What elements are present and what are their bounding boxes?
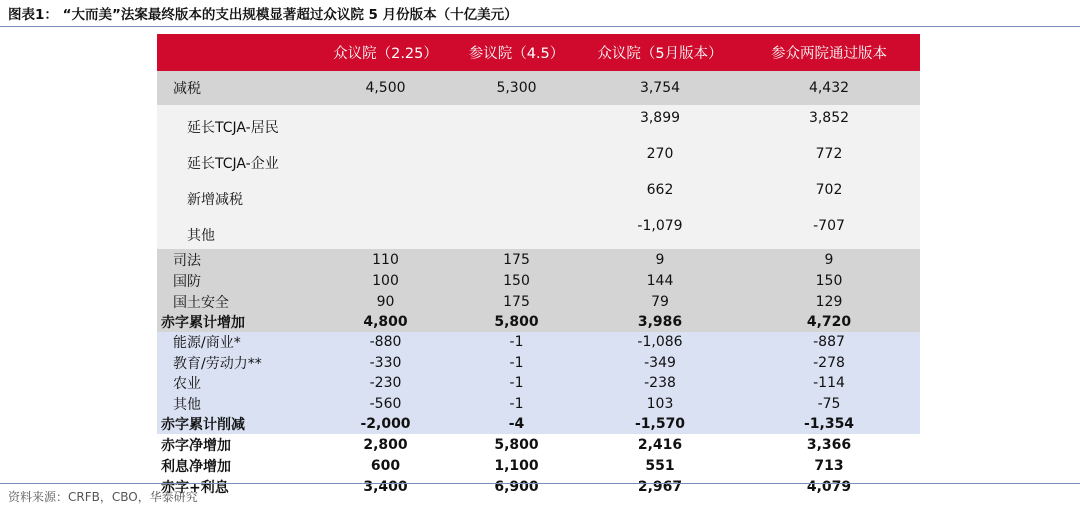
cell-value: 6,900 xyxy=(451,476,582,497)
cell-value: 2,416 xyxy=(582,434,738,455)
cell-value: 1,100 xyxy=(451,455,582,476)
table-row xyxy=(157,71,920,105)
cell-value: 772 xyxy=(738,141,920,177)
row-label: 其他 xyxy=(157,213,320,249)
cell-value: -330 xyxy=(320,353,451,374)
figure-title: 图表1： “大而美”法案最终版本的支出规模显著超过众议院 5 月份版本（十亿美元） xyxy=(8,7,518,23)
cell-value xyxy=(320,141,451,177)
table-row-total xyxy=(157,455,920,476)
cell-value: 2,967 xyxy=(582,476,738,497)
row-label: 教育/劳动力** xyxy=(157,353,320,374)
cell-value: 129 xyxy=(738,291,920,312)
cell-value: 90 xyxy=(320,291,451,312)
cell-value xyxy=(320,105,451,141)
cell-value: 551 xyxy=(582,455,738,476)
cell-value: -4 xyxy=(451,414,582,434)
cell-value: 175 xyxy=(451,291,582,312)
cell-value: 9 xyxy=(582,249,738,270)
row-label: 赤字净增加 xyxy=(157,434,320,455)
cell-value: 270 xyxy=(582,141,738,177)
cell-value: 4,800 xyxy=(320,312,451,332)
cell-value: -230 xyxy=(320,373,451,394)
cell-value: 5,300 xyxy=(451,71,582,105)
header-house-may: 众议院（5月版本） xyxy=(582,34,738,71)
row-label: 延长TCJA-居民 xyxy=(157,105,320,141)
header-house-feb: 众议院（2.25） xyxy=(320,34,451,71)
table-row xyxy=(157,270,920,291)
cell-value: 4,432 xyxy=(738,71,920,105)
cell-value: 3,400 xyxy=(320,476,451,497)
cell-value: 4,720 xyxy=(738,312,920,332)
header-cell-blank xyxy=(157,34,320,71)
row-label: 赤字累计增加 xyxy=(157,312,320,332)
cell-value: -560 xyxy=(320,394,451,415)
table-row xyxy=(157,141,920,177)
table-row xyxy=(157,249,920,270)
cell-value: 662 xyxy=(582,177,738,213)
table-row-total xyxy=(157,476,920,497)
cell-value: 4,500 xyxy=(320,71,451,105)
table-row xyxy=(157,291,920,312)
table-row xyxy=(157,373,920,394)
cell-value: -1 xyxy=(451,373,582,394)
row-label: 延长TCJA-企业 xyxy=(157,141,320,177)
header-final-passed: 参众两院通过版本 xyxy=(738,34,920,71)
cell-value: 600 xyxy=(320,455,451,476)
row-label: 新增减税 xyxy=(157,177,320,213)
cell-value: 150 xyxy=(738,270,920,291)
cell-value: -1 xyxy=(451,353,582,374)
top-divider xyxy=(0,26,1080,27)
cell-value: 175 xyxy=(451,249,582,270)
cell-value: 3,899 xyxy=(582,105,738,141)
row-label: 利息净增加 xyxy=(157,455,320,476)
cell-value: -707 xyxy=(738,213,920,249)
table-row xyxy=(157,213,920,249)
table-row-total xyxy=(157,312,920,332)
source-note: 资料来源：CRFB，CBO，华泰研究 xyxy=(8,490,198,504)
cell-value: 150 xyxy=(451,270,582,291)
cell-value xyxy=(451,177,582,213)
cell-value: -114 xyxy=(738,373,920,394)
cell-value: 3,852 xyxy=(738,105,920,141)
budget-table xyxy=(157,34,920,497)
row-label: 司法 xyxy=(157,249,320,270)
table-row xyxy=(157,177,920,213)
table-row-total xyxy=(157,414,920,434)
row-label: 农业 xyxy=(157,373,320,394)
row-label: 减税 xyxy=(157,71,320,105)
cell-value xyxy=(451,141,582,177)
cell-value: -1 xyxy=(451,332,582,353)
cell-value xyxy=(451,105,582,141)
row-label: 其他 xyxy=(157,394,320,415)
row-label: 国土安全 xyxy=(157,291,320,312)
cell-value: -1,086 xyxy=(582,332,738,353)
cell-value: 3,986 xyxy=(582,312,738,332)
cell-value: 5,800 xyxy=(451,312,582,332)
cell-value: 3,366 xyxy=(738,434,920,455)
row-label: 赤字+利息 xyxy=(157,476,320,497)
cell-value xyxy=(451,213,582,249)
cell-value xyxy=(320,213,451,249)
table-row xyxy=(157,353,920,374)
cell-value: -238 xyxy=(582,373,738,394)
header-senate-apr: 参议院（4.5） xyxy=(451,34,582,71)
table-row xyxy=(157,332,920,353)
row-label: 国防 xyxy=(157,270,320,291)
cell-value: 702 xyxy=(738,177,920,213)
cell-value: 9 xyxy=(738,249,920,270)
table-row-total xyxy=(157,434,920,455)
cell-value: -75 xyxy=(738,394,920,415)
cell-value: 79 xyxy=(582,291,738,312)
cell-value xyxy=(320,177,451,213)
cell-value: 110 xyxy=(320,249,451,270)
cell-value: -1 xyxy=(451,394,582,415)
cell-value: -349 xyxy=(582,353,738,374)
row-label: 能源/商业* xyxy=(157,332,320,353)
table-row xyxy=(157,105,920,141)
cell-value: -278 xyxy=(738,353,920,374)
cell-value: 3,754 xyxy=(582,71,738,105)
cell-value: 5,800 xyxy=(451,434,582,455)
row-label: 赤字累计削减 xyxy=(157,414,320,434)
cell-value: -887 xyxy=(738,332,920,353)
bottom-divider xyxy=(0,483,1080,484)
cell-value: -2,000 xyxy=(320,414,451,434)
cell-value: -880 xyxy=(320,332,451,353)
cell-value: -1,079 xyxy=(582,213,738,249)
cell-value: 144 xyxy=(582,270,738,291)
cell-value: 100 xyxy=(320,270,451,291)
cell-value: 713 xyxy=(738,455,920,476)
cell-value: -1,354 xyxy=(738,414,920,434)
cell-value: 2,800 xyxy=(320,434,451,455)
cell-value: 103 xyxy=(582,394,738,415)
table-row xyxy=(157,394,920,415)
table-header-row xyxy=(157,34,920,71)
cell-value: -1,570 xyxy=(582,414,738,434)
cell-value: 4,079 xyxy=(738,476,920,497)
